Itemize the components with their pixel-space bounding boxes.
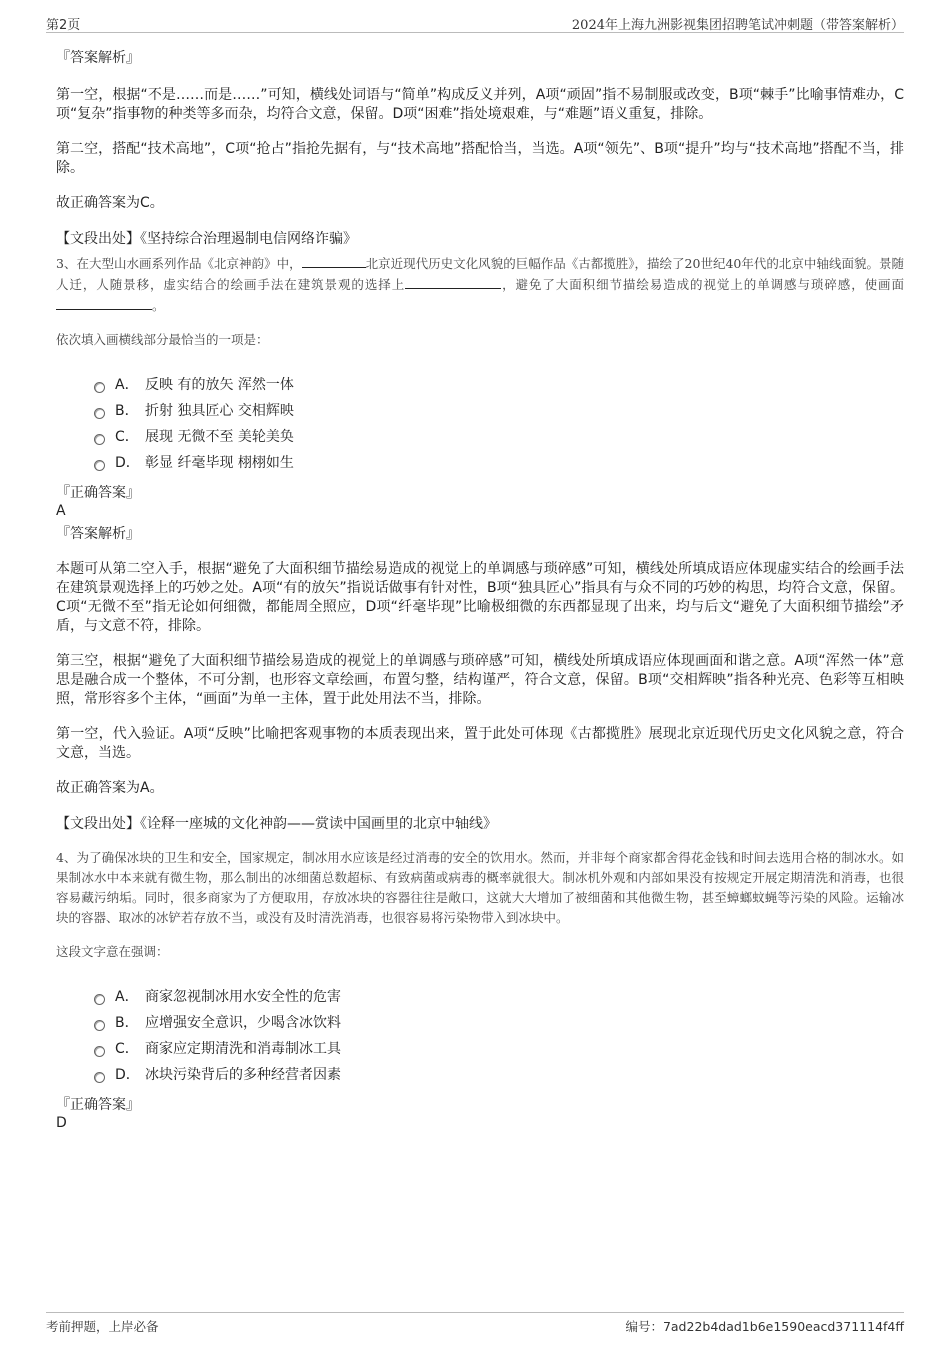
document-title: 2024年上海九洲影视集团招聘笔试冲刺题（带答案解析）: [571, 18, 904, 33]
option-a[interactable]: A． 商家忽视制冰用水安全性的危害: [94, 984, 904, 1010]
radio-button[interactable]: [94, 460, 105, 471]
correct-answer-label: 『正确答案』: [56, 485, 140, 501]
correct-answer-value: D: [56, 1115, 67, 1131]
option-a[interactable]: A． 反映 有的放矢 浑然一体: [94, 372, 904, 398]
analysis-paragraph: 第一空，代入验证。A项“反映”比喻把客观事物的本质表现出来，置于此处可体现《古都揽胜》展现北京近现代历史文化风貌之意，符合文意，当选。: [56, 726, 904, 761]
document-id: 编号：7ad22b4dad1b6e1590eacd371114f4ff: [625, 1319, 904, 1334]
radio-button[interactable]: [94, 1072, 105, 1083]
question-4-options: [94, 984, 904, 1088]
radio-button[interactable]: [94, 994, 105, 1005]
question-4-prompt: 这段文字意在强调：: [56, 944, 169, 959]
source-citation: 【文段出处】《坚持综合治理遏制电信网络诈骗》: [56, 231, 357, 247]
analysis-paragraph: 本题可从第二空入手，根据“避免了大面积细节描绘易造成的视觉上的单调感与琐碎感”可知，横线处所填成语应体现虚实结合的绘画手法在建筑景观选择上的巧妙之处。A项“有的放矢”指说话做事有针对性，B项“独具匠心”指具有与众不同的巧妙的构思，均符合文意，保留。C项“无微不至”指无论如何细微，都能周全照应，D项“纤毫毕现”比喻极细微的东西都显现了出来，均与后文“避免了大面积细节描绘”矛盾，与文意不符，排除。: [56, 561, 904, 634]
analysis-paragraph: 第三空，根据“避免了大面积细节描绘易造成的视觉上的单调感与琐碎感”可知，横线处所填成语应体现画面和谐之意。A项“浑然一体”意思是融合成一个整体，不可分割，也形容文章绘画，布置匀整，结构谨严，符合文意，保留。B项“交相辉映”指各种光亮、色彩等互相映照，常形容多个主体，“画面”为单一主体，置于此处用法不当，排除。: [56, 653, 904, 707]
blank-3: [56, 295, 152, 310]
analysis-paragraph: 故正确答案为C。: [56, 195, 164, 211]
option-b[interactable]: B． 折射 独具匠心 交相辉映: [94, 398, 904, 424]
option-d[interactable]: D． 彰显 纤毫毕现 栩栩如生: [94, 450, 904, 476]
question-3-options: [94, 372, 904, 476]
radio-button[interactable]: [94, 1020, 105, 1031]
question-3-text: 3、在大型山水画系列作品《北京神韵》中， 北京近现代历史文化风貌的巨幅作品《古都揽胜》，描绘了20世纪40年代的北京中轴线面貌。景随人迁，人随景移，虚实结合的绘画手法在建筑景观的选择上 ，避免了大面积细节描绘易造成的视觉上的单调感与琐碎感，使画面。: [56, 253, 904, 316]
document-body: [56, 48, 904, 1136]
page-header: [46, 12, 904, 33]
radio-button[interactable]: [94, 382, 105, 393]
footer-slogan: 考前押题，上岸必备: [46, 1319, 159, 1334]
analysis-paragraph: 第一空，根据“不是……而是……”可知，横线处词语与“简单”构成反义并列，A项“顽固”指不易制服或改变，B项“棘手”比喻事情难办，C项“复杂”指事物的种类等多而杂，均符合文意，保留。D项“困难”指处境艰难，与“难题”语义重复，排除。: [56, 87, 904, 122]
radio-button[interactable]: [94, 1046, 105, 1057]
analysis-label: 『答案解析』: [56, 50, 140, 66]
blank-2: [405, 274, 501, 289]
option-d[interactable]: D． 冰块污染背后的多种经营者因素: [94, 1062, 904, 1088]
analysis-paragraph: 第二空，搭配“技术高地”，C项“抢占”指抢先据有，与“技术高地”搭配恰当，当选。A项“领先”、B项“提升”均与“技术高地”搭配不当，排除。: [56, 141, 904, 176]
question-4-text: 4、为了确保冰块的卫生和安全，国家规定，制冰用水应该是经过消毒的安全的饮用水。然而，并非每个商家都舍得花金钱和时间去选用合格的制冰水。如果制冰水中本来就有微生物，那么制出的冰细菌总数超标、有致病菌或病毒的概率就很大。制冰机外观和内部如果没有按规定开展定期清洗和消毒，也很容易藏污纳垢。同时，很多商家为了方便取用，存放冰块的容器往往是敞口，这就大大增加了被细菌和其他微生物，甚至蟑螂蚊蝇等污染的风险。运输冰块的容器、取冰的冰铲若存放不当，或没有及时清洗消毒，也很容易将污染物带入到冰块中。: [56, 850, 904, 925]
option-c[interactable]: C． 商家应定期清洗和消毒制冰工具: [94, 1036, 904, 1062]
correct-answer-value: A: [56, 503, 66, 519]
question-3-prompt: 依次填入画横线部分最恰当的一项是：: [56, 332, 269, 347]
option-b[interactable]: B． 应增强安全意识，少喝含冰饮料: [94, 1010, 904, 1036]
radio-button[interactable]: [94, 434, 105, 445]
analysis-label: 『答案解析』: [56, 526, 140, 542]
option-c[interactable]: C． 展现 无微不至 美轮美奂: [94, 424, 904, 450]
analysis-paragraph: 故正确答案为A。: [56, 780, 164, 796]
page-footer: [46, 1312, 904, 1337]
correct-answer-label: 『正确答案』: [56, 1097, 140, 1113]
radio-button[interactable]: [94, 408, 105, 419]
source-citation: 【文段出处】《诠释一座城的文化神韵——赏读中国画里的北京中轴线》: [56, 816, 497, 832]
blank-1: [302, 253, 366, 268]
page-number: 第2页: [46, 18, 81, 33]
